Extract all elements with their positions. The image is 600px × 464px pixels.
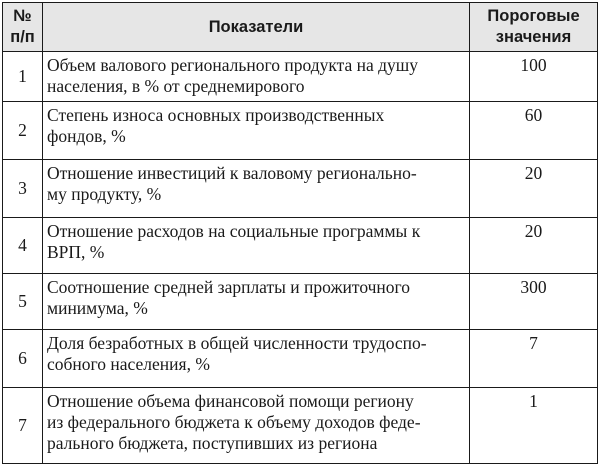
indicator-line: Отношение расходов на социальные программы к [47,221,421,241]
row-number: 1 [3,52,43,102]
header-row [3,3,598,52]
table-row [3,274,598,330]
row-threshold-value: 7 [470,330,598,388]
indicator-line: минимума, % [47,298,148,318]
header-threshold-line1: Пороговые [487,7,580,25]
row-number: 5 [3,274,43,330]
indicator-line: из федерального бюджета к объему доходов феде- [47,412,421,432]
row-number: 7 [3,388,43,464]
indicator-line: Доля безработных в общей численности трудоспо- [47,333,427,353]
row-indicator [43,102,470,160]
thresholds-table [2,2,598,464]
table-row [3,388,598,464]
table-row [3,160,598,218]
indicator-line: собного населения, % [47,354,210,374]
row-number: 4 [3,218,43,274]
header-threshold-line2: значения [495,28,572,46]
indicator-line: му продукту, % [47,184,162,204]
row-threshold-value: 300 [470,274,598,330]
header-indicators: Показатели [43,3,470,52]
indicator-line: фондов, % [47,126,126,146]
row-number: 6 [3,330,43,388]
indicator-line: Отношение инвестиций к валовому регионально- [47,163,417,183]
indicator-line: Степень износа основных производственных [47,105,385,125]
table-row [3,218,598,274]
table-row [3,102,598,160]
row-indicator [43,160,470,218]
indicator-line: ВРП, % [47,242,105,262]
row-indicator [43,218,470,274]
indicator-line: Отношение объема финансовой помощи региону [47,391,414,411]
row-threshold-value: 20 [470,218,598,274]
row-indicator [43,52,470,102]
row-threshold-value: 20 [470,160,598,218]
row-number: 2 [3,102,43,160]
row-number: 3 [3,160,43,218]
row-indicator [43,330,470,388]
table-row [3,52,598,102]
row-indicator [43,388,470,464]
table-row [3,330,598,388]
row-indicator [43,274,470,330]
indicator-line: рального бюджета, поступивших из региона [47,433,378,453]
row-threshold-value: 60 [470,102,598,160]
row-threshold-value: 1 [470,388,598,464]
header-threshold [470,3,598,52]
indicator-line: Соотношение средней зарплаты и прожиточного [47,277,411,297]
indicator-line: Объем валового регионального продукта на душу [47,55,419,75]
row-threshold-value: 100 [470,52,598,102]
header-number-line2: п/п [10,28,35,46]
header-number [3,3,43,52]
indicator-line: населения, в % от среднемирового [47,76,305,96]
header-number-line1: № [13,7,32,25]
